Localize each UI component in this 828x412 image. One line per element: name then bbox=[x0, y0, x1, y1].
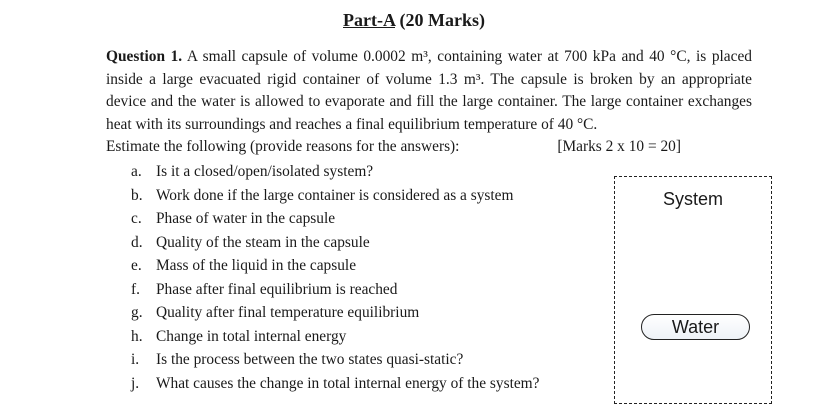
item-text: Change in total internal energy bbox=[156, 327, 347, 345]
part-label: Part-A bbox=[343, 10, 395, 30]
item-text: Phase of water in the capsule bbox=[156, 210, 336, 227]
list-item bbox=[131, 325, 540, 349]
list-item bbox=[131, 160, 540, 184]
item-letter: b. bbox=[131, 186, 143, 204]
marks-label: (20 Marks) bbox=[399, 10, 485, 30]
list-item bbox=[131, 301, 540, 325]
system-boundary-diagram bbox=[614, 176, 772, 404]
question-line-5: Estimate the following (provide reasons for the answers): bbox=[106, 138, 460, 156]
water-capsule bbox=[641, 314, 750, 340]
item-text: Phase after final equilibrium is reached bbox=[156, 280, 398, 298]
question-number: Question 1. bbox=[106, 48, 183, 65]
item-text: Quality after final temperature equilibrium bbox=[156, 304, 420, 321]
list-item bbox=[131, 254, 540, 278]
marks-note: [Marks 2 x 10 = 20] bbox=[557, 138, 681, 156]
item-text: Quality of the steam in the capsule bbox=[156, 233, 370, 251]
list-item bbox=[131, 348, 540, 372]
item-text: Is the process between the two states quasi-static? bbox=[156, 351, 464, 368]
item-text: Mass of the liquid in the capsule bbox=[156, 257, 357, 274]
question-line-1: A small capsule of volume 0.0002 m³, containing water at 700 kPa and 40 °C, is placed bbox=[186, 48, 752, 65]
item-letter: j. bbox=[131, 374, 140, 392]
system-label: System bbox=[662, 189, 723, 209]
question-paragraph bbox=[106, 46, 752, 159]
item-letter: f. bbox=[131, 280, 140, 298]
sub-question-list bbox=[131, 160, 540, 395]
list-item bbox=[131, 231, 540, 255]
question-line-4: exchanges heat with its surroundings and reaches a final equilibrium temperature of 40 °C. bbox=[106, 93, 752, 133]
section-title bbox=[0, 10, 828, 31]
item-letter: e. bbox=[131, 257, 142, 274]
list-item bbox=[131, 207, 540, 231]
item-letter: i. bbox=[131, 351, 140, 368]
question-line-3: device and the water is allowed to evaporate and fill the large container. The large container bbox=[106, 93, 684, 111]
question-last-line bbox=[106, 136, 681, 159]
question-line-2: inside a large evacuated rigid container of volume 1.3 m³. The capsule is broken by an appropriate bbox=[106, 70, 752, 88]
list-item bbox=[131, 372, 540, 396]
item-text: Is it a closed/open/isolated system? bbox=[156, 163, 374, 180]
item-letter: g. bbox=[131, 304, 143, 321]
water-label: Water bbox=[671, 316, 720, 337]
list-item bbox=[131, 278, 540, 302]
item-letter: a. bbox=[131, 163, 142, 180]
item-letter: c. bbox=[131, 210, 142, 227]
list-item bbox=[131, 184, 540, 208]
item-text: What causes the change in total internal energy of the system? bbox=[156, 374, 540, 392]
item-letter: h. bbox=[131, 327, 143, 345]
item-letter: d. bbox=[131, 233, 143, 251]
item-text: Work done if the large container is considered as a system bbox=[156, 186, 514, 204]
